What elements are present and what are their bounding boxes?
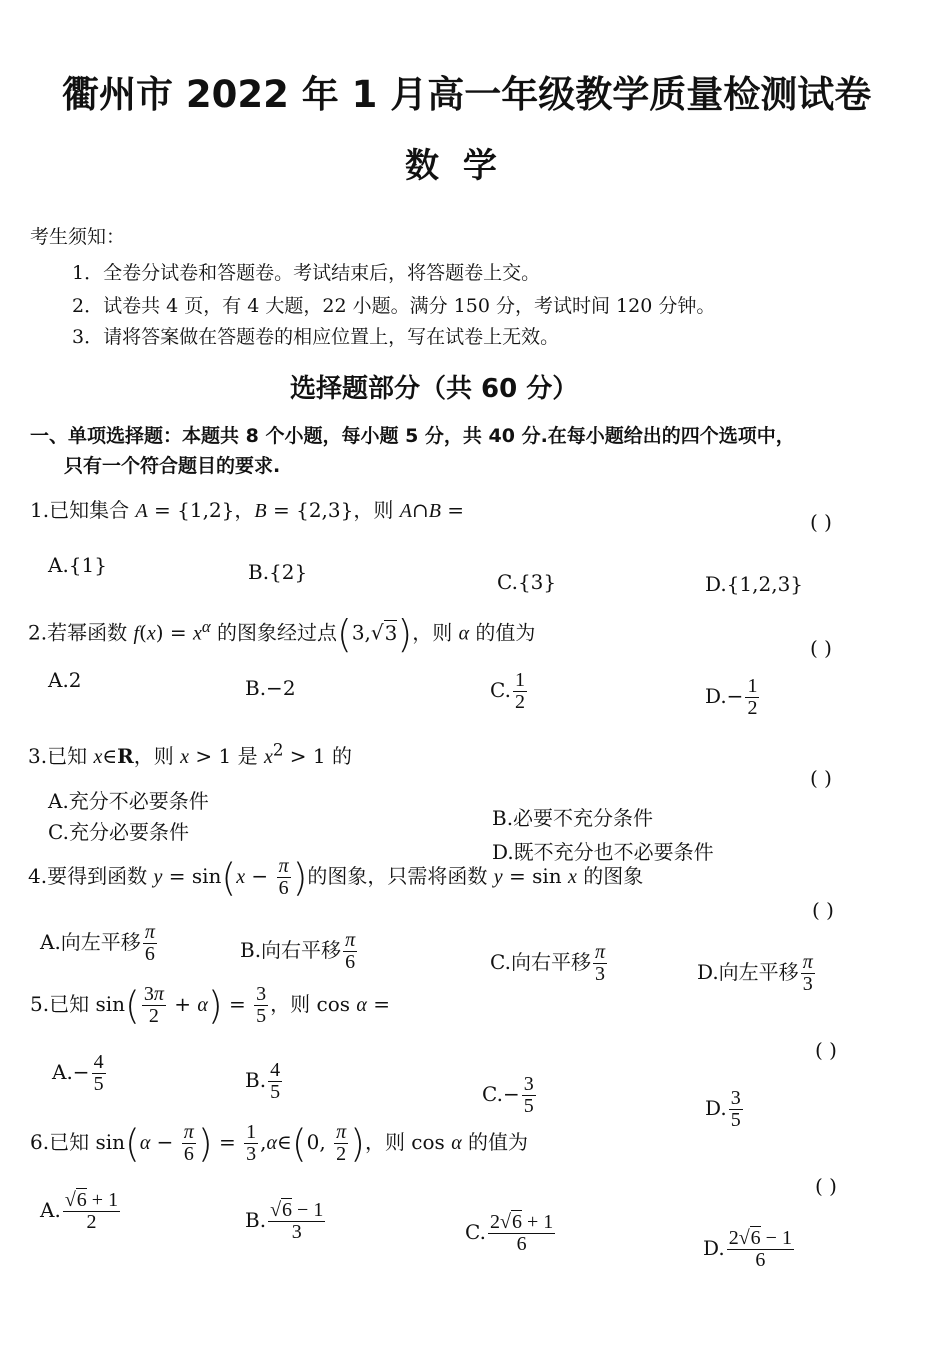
option-d: D. $\frac{3}{5}$ <box>705 1087 741 1131</box>
option-c: C. $\frac{2√6 + 1}{6}$ <box>465 1211 554 1255</box>
question-5-stem: 5.已知 sin( $\frac{3\pi}{2}$ + α) = $\frac{3}{5}$ ，则 cos α = <box>30 983 390 1028</box>
section-instruction: 只有一个符合题目的要求. <box>64 455 281 477</box>
question-6-stem: 6.已知 sin(α − $\frac{\pi}{6}$ ) = $\frac{1}{3}$ ,α∈(0, $\frac{\pi}{2}$ )，则 cos α 的值为 <box>30 1121 529 1166</box>
option-a: A. $\frac{√6 + 1}{2}$ <box>40 1189 119 1233</box>
option-b: B.必要不充分条件 <box>492 806 654 830</box>
exam-title: 衢州市 2022 年 1 月高一年级教学质量检测试卷 <box>62 73 872 116</box>
option-b: B.{2} <box>248 560 308 584</box>
answer-paren: ( ) <box>815 1174 837 1198</box>
option-d: D. $\frac{2√6 - 1}{6}$ <box>703 1227 792 1271</box>
option-a: A.{1} <box>48 553 107 577</box>
option-c: C.− $\frac{3}{5}$ <box>482 1073 534 1117</box>
option-b: B. $\frac{4}{5}$ <box>245 1059 281 1103</box>
notice-heading: 考生须知： <box>30 226 126 248</box>
answer-paren: ( ) <box>810 766 832 790</box>
option-a: A.− $\frac{4}{5}$ <box>52 1051 104 1095</box>
question-2-stem: 2.若幂函数 $f(x) = x^\alpha$ 的图象经过点(3,√3)，则 α 的值为 <box>28 612 536 656</box>
option-a: A.2 <box>48 668 82 692</box>
answer-paren: ( ) <box>815 1038 837 1062</box>
option-c: C. $\frac{1}{2}$ <box>490 669 525 713</box>
notice-item: 3．请将答案做在答题卷的相应位置上，写在试卷上无效。 <box>72 326 560 348</box>
option-a: A.向左平移 $\frac{\pi}{6}$ <box>40 921 155 965</box>
answer-paren: ( ) <box>810 510 832 534</box>
option-d: D.− $\frac{1}{2}$ <box>705 675 758 719</box>
notice-item: 2．试卷共 4 页，有 4 大题，22 小题。满分 150 分，考试时间 120 分钟。 <box>72 295 716 317</box>
option-c: C.充分必要条件 <box>48 820 189 844</box>
section-instruction: 一、单项选择题：本题共 8 个小题，每小题 5 分，共 40 分.在每小题给出的四个选项中， <box>30 425 795 447</box>
question-1-stem: 1.已知集合 A = {1,2}，B = {2,3}，则 A∩B = <box>30 498 465 522</box>
option-d: D.向左平移 $\frac{\pi}{3}$ <box>697 951 813 995</box>
answer-paren: ( ) <box>812 898 834 922</box>
option-b: B.向右平移 $\frac{\pi}{6}$ <box>240 929 356 973</box>
option-d: D.既不充分也不必要条件 <box>492 840 714 864</box>
option-a: A.充分不必要条件 <box>48 789 209 813</box>
option-c: C.{3} <box>497 570 557 594</box>
question-3-stem: 3.已知 x∈R，则 x > 1 是 $x^2 > 1$ 的 <box>28 740 353 768</box>
option-b: B.−2 <box>245 676 296 700</box>
option-c: C.向右平移 $\frac{\pi}{3}$ <box>490 941 605 985</box>
answer-paren: ( ) <box>810 636 832 660</box>
option-b: B. $\frac{√6 - 1}{3}$ <box>245 1199 324 1243</box>
subject-title: 数 学 <box>405 146 503 186</box>
option-d: D.{1,2,3} <box>705 572 804 596</box>
question-4-stem: 4.要得到函数 y = sin(x − $\frac{\pi}{6}$ )的图象，只需将函数 y = sin x 的图象 <box>28 855 644 900</box>
section-title: 选择题部分（共 60 分） <box>290 374 579 404</box>
notice-item: 1．全卷分试卷和答题卷。考试结束后，将答题卷上交。 <box>72 262 541 284</box>
